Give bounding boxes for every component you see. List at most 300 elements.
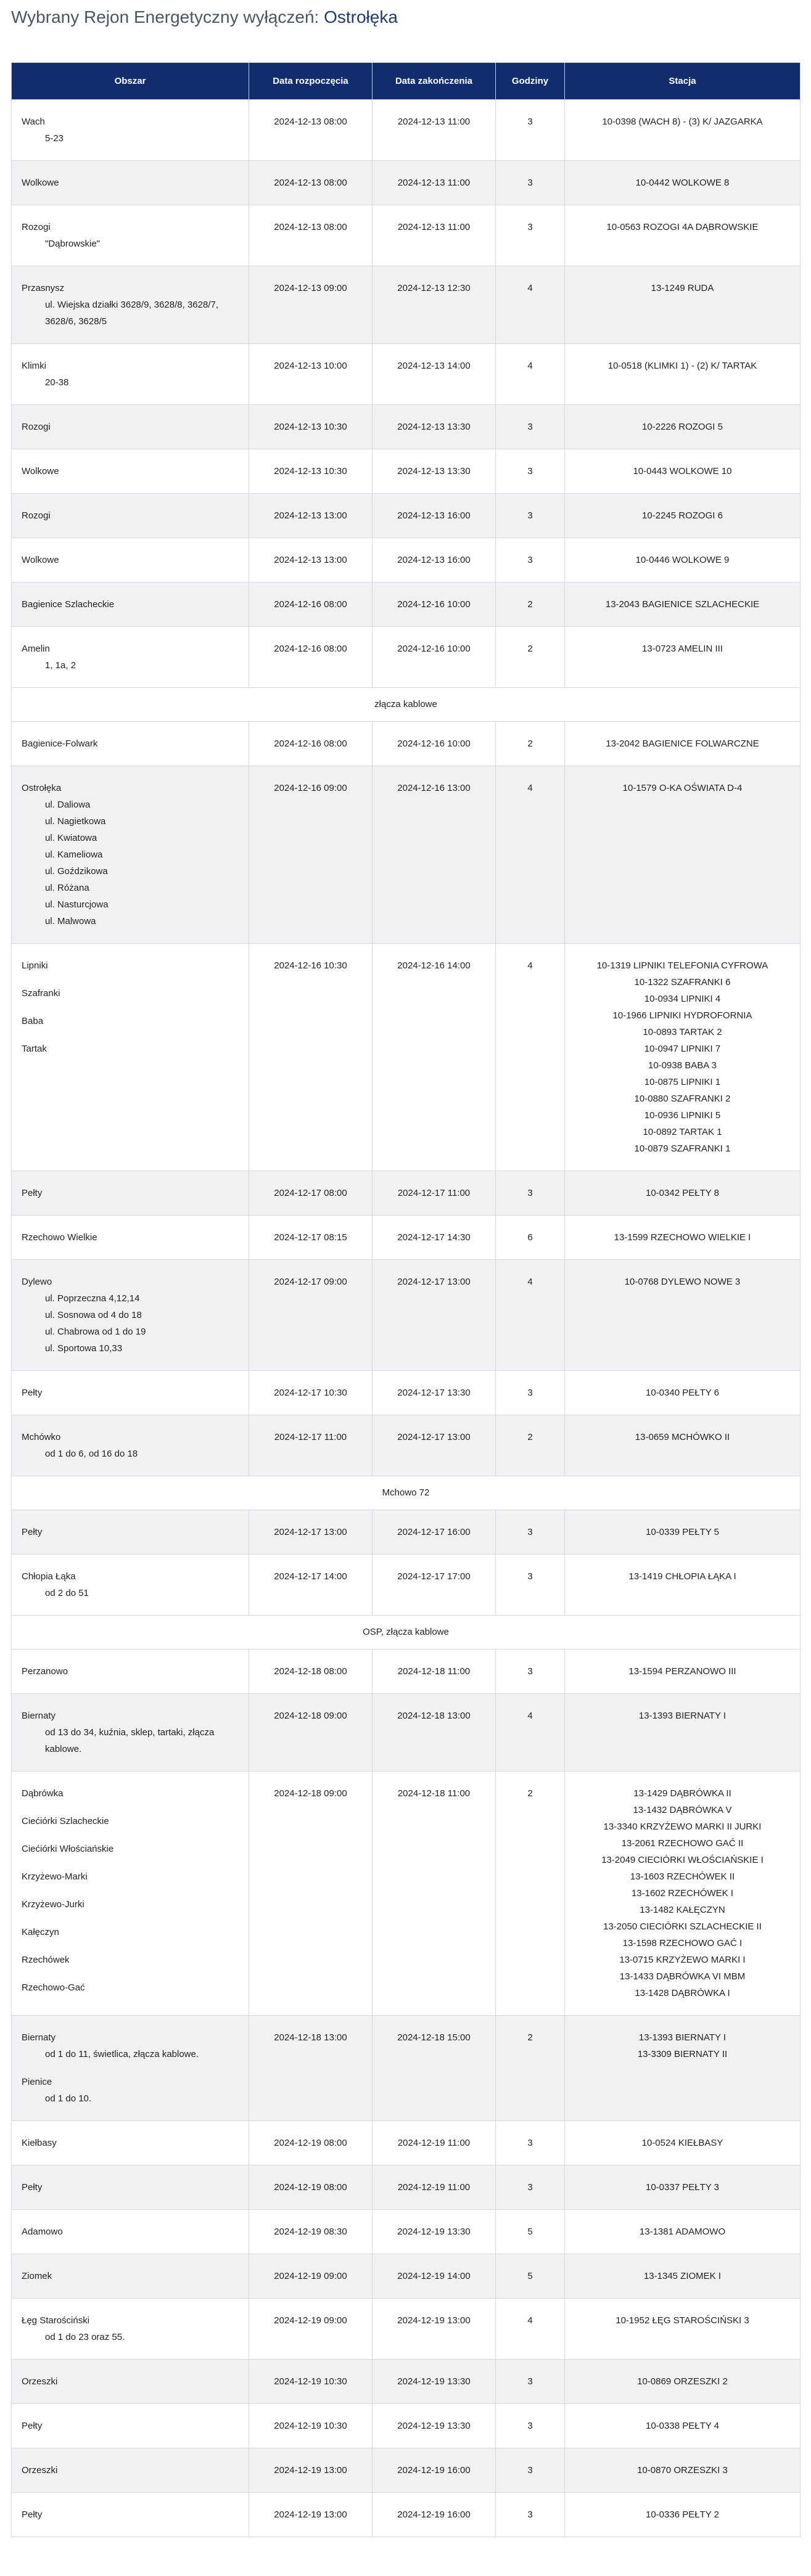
table-row [12, 1772, 801, 2016]
table-note-row [12, 1476, 801, 1510]
start-date-cell: 2024-12-19 08:00 [249, 2165, 373, 2210]
area-detail: ul. Chabrowa od 1 do 19 [45, 1327, 146, 1337]
area-detail: ul. Malwowa [45, 916, 96, 926]
table-row [12, 1371, 801, 1415]
area-detail: od 2 do 51 [45, 1588, 89, 1598]
station-entry: 10-1322 SZAFRANKI 6 [634, 977, 731, 987]
station-entry: 10-0892 TARTAK 1 [643, 1127, 722, 1137]
area-cell [12, 1650, 249, 1694]
hours-cell: 4 [496, 344, 565, 405]
area-cell [12, 627, 249, 688]
station-cell [565, 1371, 801, 1415]
table-row [12, 627, 801, 688]
hours-cell: 3 [496, 494, 565, 538]
area-name: Lipniki [22, 960, 48, 971]
station-entry: 10-0936 LIPNIKI 5 [644, 1110, 721, 1121]
station-entry: 13-1603 RZECHÓWEK II [630, 1871, 735, 1882]
end-date-cell: 2024-12-16 14:00 [373, 944, 496, 1171]
table-row [12, 944, 801, 1171]
station-entry: 13-0659 MCHÓWKO II [635, 1432, 730, 1442]
end-date-cell: 2024-12-19 13:30 [373, 2210, 496, 2254]
start-date-cell: 2024-12-16 09:00 [249, 766, 373, 944]
hours-cell: 2 [496, 1772, 565, 2016]
table-row [12, 1415, 801, 1476]
station-cell [565, 2165, 801, 2210]
end-date-cell: 2024-12-19 11:00 [373, 2165, 496, 2210]
hours-cell: 5 [496, 2210, 565, 2254]
area-detail: od 1 do 23 oraz 55. [45, 2332, 125, 2342]
area-cell [12, 1772, 249, 2016]
note-cell: Mchowo 72 [12, 1476, 801, 1510]
start-date-cell: 2024-12-16 08:00 [249, 722, 373, 766]
station-entry: 10-0938 BABA 3 [648, 1060, 717, 1071]
station-entry: 10-0342 PEŁTY 8 [646, 1188, 719, 1198]
start-date-cell: 2024-12-18 09:00 [249, 1694, 373, 1772]
station-entry: 13-1393 BIERNATY I [638, 1711, 727, 1721]
end-date-cell: 2024-12-13 13:30 [373, 405, 496, 449]
area-cell [12, 449, 249, 494]
start-date-cell: 2024-12-13 08:00 [249, 100, 373, 161]
start-date-cell: 2024-12-13 10:30 [249, 405, 373, 449]
table-row [12, 494, 801, 538]
station-cell [565, 449, 801, 494]
area-name: Łęg Starościński [22, 2315, 90, 2326]
station-entry: 13-2043 BAGIENICE SZLACHECKIE [605, 599, 760, 610]
start-date-cell: 2024-12-13 10:00 [249, 344, 373, 405]
station-entry: 13-1482 KAŁĘCZYN [640, 1905, 725, 1915]
table-row [12, 2121, 801, 2165]
start-date-cell: 2024-12-18 13:00 [249, 2016, 373, 2121]
area-name: Ciećiórki Włościańskie [22, 1844, 114, 1854]
start-date-cell: 2024-12-17 09:00 [249, 1260, 373, 1371]
page-title-prefix: Wybrany Rejon Energetyczny wyłączeń: [11, 7, 319, 27]
area-detail: ul. Daliowa [45, 799, 91, 810]
end-date-cell: 2024-12-13 16:00 [373, 538, 496, 583]
table-row [12, 2210, 801, 2254]
station-entry: 10-0934 LIPNIKI 4 [644, 994, 721, 1004]
station-entry: 10-0398 (WACH 8) - (3) K/ JAZGARKA [602, 117, 763, 127]
station-cell [565, 2016, 801, 2121]
hours-cell: 4 [496, 266, 565, 344]
station-entry: 13-1419 CHŁOPIA ŁĄKA I [628, 1571, 736, 1582]
end-date-cell: 2024-12-13 11:00 [373, 161, 496, 205]
table-row [12, 2404, 801, 2448]
area-detail: od 1 do 11, świetlica, złącza kablowe. [45, 2049, 199, 2059]
hours-cell: 4 [496, 944, 565, 1171]
end-date-cell: 2024-12-13 12:30 [373, 266, 496, 344]
hours-cell: 2 [496, 627, 565, 688]
column-header-station: Stacja [565, 63, 801, 100]
area-name: Biernaty [22, 2032, 56, 2043]
hours-cell: 2 [496, 722, 565, 766]
area-spacer [22, 1885, 239, 1896]
area-detail: ul. Nagietkowa [45, 816, 106, 827]
start-date-cell: 2024-12-19 09:00 [249, 2299, 373, 2360]
station-cell [565, 2210, 801, 2254]
station-entry: 13-1345 ZIOMEK I [643, 2271, 722, 2281]
station-entry: 10-1952 ŁĘG STAROŚCIŃSKI 3 [615, 2315, 749, 2326]
station-entry: 13-2050 CIECIÓRKI SZLACHECKIE II [603, 1921, 762, 1932]
hours-cell: 4 [496, 1694, 565, 1772]
area-cell [12, 1171, 249, 1216]
area-cell [12, 944, 249, 1171]
start-date-cell: 2024-12-17 11:00 [249, 1415, 373, 1476]
station-entry: 13-2042 BAGIENICE FOLWARCZNE [606, 738, 759, 749]
area-cell [12, 2493, 249, 2537]
station-entry: 13-1249 RUDA [651, 283, 714, 293]
hours-cell: 3 [496, 2121, 565, 2165]
station-entry: 13-1393 BIERNATY I [638, 2032, 727, 2043]
hours-cell: 3 [496, 1171, 565, 1216]
hours-cell: 3 [496, 1555, 565, 1616]
note-cell: OSP, złącza kablowe [12, 1616, 801, 1650]
station-cell [565, 1650, 801, 1694]
station-entry: 10-0442 WOLKOWE 8 [635, 178, 730, 188]
end-date-cell: 2024-12-19 16:00 [373, 2493, 496, 2537]
area-cell [12, 583, 249, 627]
area-name: Bagienice-Folwark [22, 738, 98, 749]
start-date-cell: 2024-12-16 08:00 [249, 627, 373, 688]
station-entry: 10-0338 PEŁTY 4 [646, 2421, 719, 2431]
end-date-cell: 2024-12-17 13:30 [373, 1371, 496, 1415]
area-spacer [22, 974, 239, 985]
station-cell [565, 2360, 801, 2404]
area-detail: ul. Różana [45, 883, 89, 893]
station-entry: 10-0337 PEŁTY 3 [646, 2182, 719, 2193]
table-row [12, 1216, 801, 1260]
station-cell [565, 1216, 801, 1260]
end-date-cell: 2024-12-13 11:00 [373, 205, 496, 266]
station-entry: 10-0340 PEŁTY 6 [646, 1388, 719, 1398]
end-date-cell: 2024-12-17 11:00 [373, 1171, 496, 1216]
station-entry: 10-0880 SZAFRANKI 2 [634, 1094, 731, 1104]
station-entry: 13-1602 RZECHÓWEK I [631, 1888, 734, 1899]
area-name: Rozogi [22, 222, 51, 232]
area-name: Tartak [22, 1044, 47, 1054]
hours-cell: 4 [496, 766, 565, 944]
area-name: Pełty [22, 2182, 43, 2193]
table-row [12, 2165, 801, 2210]
station-cell [565, 1772, 801, 2016]
station-cell [565, 1260, 801, 1371]
start-date-cell: 2024-12-19 10:30 [249, 2404, 373, 2448]
area-name: Krzyżewo-Jurki [22, 1899, 84, 1910]
end-date-cell: 2024-12-17 17:00 [373, 1555, 496, 1616]
area-spacer [22, 1802, 239, 1813]
area-detail: ul. Nasturcjowa [45, 899, 109, 910]
area-name: Orzeszki [22, 2376, 58, 2387]
area-cell [12, 2121, 249, 2165]
end-date-cell: 2024-12-16 10:00 [373, 722, 496, 766]
area-cell [12, 1216, 249, 1260]
area-name: Przasnysz [22, 283, 65, 293]
column-header-hours: Godziny [496, 63, 565, 100]
station-entry: 10-1966 LIPNIKI HYDROFORNIA [612, 1010, 752, 1021]
station-entry: 10-0768 DYLEWO NOWE 3 [624, 1277, 741, 1287]
end-date-cell: 2024-12-13 16:00 [373, 494, 496, 538]
hours-cell: 4 [496, 1260, 565, 1371]
area-name: Rzechowo Wielkie [22, 1232, 97, 1243]
area-detail: od 13 do 34, kuźnia, sklep, tartaki, złącza kablowe. [45, 1727, 215, 1754]
station-entry: 10-0443 WOLKOWE 10 [633, 466, 732, 476]
area-name: Rozogi [22, 422, 51, 432]
area-name: Biernaty [22, 1711, 56, 1721]
hours-cell: 3 [496, 205, 565, 266]
station-cell [565, 2254, 801, 2299]
area-name: Wolkowe [22, 178, 59, 188]
area-name: Chłopia Łąka [22, 1571, 76, 1582]
end-date-cell: 2024-12-17 14:30 [373, 1216, 496, 1260]
area-spacer [22, 1830, 239, 1841]
station-cell [565, 2448, 801, 2493]
station-entry: 13-1599 RZECHOWO WIELKIE I [614, 1232, 751, 1243]
area-name: Wolkowe [22, 555, 59, 565]
station-cell [565, 583, 801, 627]
area-name: Amelin [22, 644, 50, 654]
station-entry: 13-1598 RZECHOWO GAĆ I [622, 1938, 743, 1948]
station-entry: 13-2049 CIECIÓRKI WŁOŚCIAŃSKIE I [601, 1855, 764, 1865]
hours-cell: 3 [496, 405, 565, 449]
area-detail: ul. Sosnowa od 4 do 18 [45, 1310, 142, 1320]
station-cell [565, 161, 801, 205]
start-date-cell: 2024-12-13 09:00 [249, 266, 373, 344]
column-header-start: Data rozpoczęcia [249, 63, 373, 100]
area-cell [12, 2299, 249, 2360]
station-cell [565, 1694, 801, 1772]
area-name: Pełty [22, 2421, 43, 2431]
station-cell [565, 2404, 801, 2448]
hours-cell: 4 [496, 2299, 565, 2360]
start-date-cell: 2024-12-17 08:15 [249, 1216, 373, 1260]
station-entry: 10-0446 WOLKOWE 9 [635, 555, 730, 565]
area-name: Ostrołęka [22, 783, 62, 793]
area-spacer [22, 1002, 239, 1013]
end-date-cell: 2024-12-18 15:00 [373, 2016, 496, 2121]
hours-cell: 3 [496, 2448, 565, 2493]
area-cell [12, 2254, 249, 2299]
area-name: Dąbrówka [22, 1788, 64, 1799]
area-name: Baba [22, 1016, 44, 1026]
column-header-end: Data zakończenia [373, 63, 496, 100]
area-cell [12, 2404, 249, 2448]
end-date-cell: 2024-12-19 13:00 [373, 2299, 496, 2360]
station-cell [565, 944, 801, 1171]
table-row [12, 344, 801, 405]
table-row [12, 449, 801, 494]
area-name: Pełty [22, 2509, 43, 2520]
end-date-cell: 2024-12-17 16:00 [373, 1510, 496, 1555]
area-cell [12, 1510, 249, 1555]
area-name: Perzanowo [22, 1666, 68, 1677]
hours-cell: 2 [496, 1415, 565, 1476]
station-cell [565, 1555, 801, 1616]
area-detail: ul. Wiejska działki 3628/9, 3628/8, 3628/7, 3628/6, 3628/5 [45, 300, 219, 327]
station-entry: 13-0715 KRZYŻEWO MARKI I [619, 1955, 746, 1965]
area-cell [12, 1694, 249, 1772]
area-name: Wolkowe [22, 466, 59, 476]
area-cell [12, 538, 249, 583]
start-date-cell: 2024-12-13 10:30 [249, 449, 373, 494]
table-note-row [12, 1616, 801, 1650]
station-entry: 13-1428 DĄBRÓWKA I [635, 1988, 730, 1998]
station-entry: 13-2061 RZECHOWO GAĆ II [621, 1838, 744, 1849]
area-name: Rzechowo-Gać [22, 1982, 85, 1993]
start-date-cell: 2024-12-18 08:00 [249, 1650, 373, 1694]
station-entry: 13-1381 ADAMOWO [639, 2226, 726, 2237]
area-name: Pełty [22, 1388, 43, 1398]
table-row [12, 266, 801, 344]
area-cell [12, 266, 249, 344]
hours-cell: 3 [496, 1510, 565, 1555]
start-date-cell: 2024-12-13 13:00 [249, 494, 373, 538]
hours-cell: 3 [496, 1371, 565, 1415]
station-cell [565, 2493, 801, 2537]
area-cell [12, 2016, 249, 2121]
station-cell [565, 1510, 801, 1555]
station-entry: 10-0339 PEŁTY 5 [646, 1527, 719, 1537]
start-date-cell: 2024-12-13 08:00 [249, 205, 373, 266]
station-cell [565, 405, 801, 449]
table-row [12, 722, 801, 766]
station-entry: 10-0875 LIPNIKI 1 [644, 1077, 721, 1087]
start-date-cell: 2024-12-17 10:30 [249, 1371, 373, 1415]
station-entry: 10-2226 ROZOGI 5 [642, 422, 723, 432]
area-name: Klimki [22, 361, 46, 371]
area-cell [12, 1555, 249, 1616]
area-name: Dylewo [22, 1277, 52, 1287]
end-date-cell: 2024-12-17 13:00 [373, 1415, 496, 1476]
area-name: Rozogi [22, 510, 51, 521]
station-entry: 13-0723 AMELIN III [642, 644, 723, 654]
start-date-cell: 2024-12-19 13:00 [249, 2448, 373, 2493]
area-name: Pełty [22, 1527, 43, 1537]
station-cell [565, 627, 801, 688]
table-row [12, 100, 801, 161]
area-cell [12, 161, 249, 205]
station-cell [565, 722, 801, 766]
start-date-cell: 2024-12-13 13:00 [249, 538, 373, 583]
area-cell [12, 1415, 249, 1476]
table-row [12, 2254, 801, 2299]
end-date-cell: 2024-12-18 11:00 [373, 1650, 496, 1694]
table-row [12, 1555, 801, 1616]
hours-cell: 3 [496, 100, 565, 161]
table-header [12, 63, 801, 100]
end-date-cell: 2024-12-13 13:30 [373, 449, 496, 494]
start-date-cell: 2024-12-17 13:00 [249, 1510, 373, 1555]
table-row [12, 1510, 801, 1555]
table-row [12, 1694, 801, 1772]
end-date-cell: 2024-12-19 13:30 [373, 2360, 496, 2404]
station-cell [565, 2121, 801, 2165]
hours-cell: 6 [496, 1216, 565, 1260]
station-entry: 10-0524 KIEŁBASY [641, 2138, 723, 2148]
station-entry: 10-1579 O-KA OŚWIATA D-4 [622, 783, 743, 793]
table-note-row [12, 688, 801, 722]
area-name: Krzyżewo-Marki [22, 1871, 88, 1882]
station-entry: 10-0879 SZAFRANKI 1 [634, 1143, 731, 1154]
table-row [12, 205, 801, 266]
station-entry: 13-1429 DĄBRÓWKA II [633, 1788, 731, 1799]
end-date-cell: 2024-12-16 13:00 [373, 766, 496, 944]
area-name: Bagienice Szlacheckie [22, 599, 115, 610]
area-detail: od 1 do 10. [45, 2093, 92, 2104]
area-detail: od 1 do 6, od 16 do 18 [45, 1449, 138, 1459]
start-date-cell: 2024-12-19 08:30 [249, 2210, 373, 2254]
area-cell [12, 766, 249, 944]
hours-cell: 3 [496, 2493, 565, 2537]
area-name: Kałęczyn [22, 1927, 59, 1937]
area-detail: "Dąbrowskie" [45, 239, 101, 249]
area-detail: 20-38 [45, 377, 69, 388]
page-title-region: Ostrołęka [324, 7, 398, 27]
end-date-cell: 2024-12-17 13:00 [373, 1260, 496, 1371]
area-cell [12, 205, 249, 266]
area-spacer [22, 1940, 239, 1952]
area-detail: 5-23 [45, 133, 64, 144]
start-date-cell: 2024-12-16 10:30 [249, 944, 373, 1171]
area-spacer [22, 1029, 239, 1041]
station-cell [565, 2299, 801, 2360]
table-row [12, 1260, 801, 1371]
start-date-cell: 2024-12-17 08:00 [249, 1171, 373, 1216]
table-row [12, 405, 801, 449]
hours-cell: 2 [496, 583, 565, 627]
area-spacer [22, 1968, 239, 1979]
station-entry: 10-0870 ORZESZKI 3 [637, 2465, 728, 2476]
table-row [12, 766, 801, 944]
area-detail: ul. Poprzeczna 4,12,14 [45, 1293, 140, 1304]
table-row [12, 2360, 801, 2404]
station-entry: 10-0947 LIPNIKI 7 [644, 1044, 721, 1054]
table-row [12, 538, 801, 583]
area-name: Rzechówek [22, 1955, 70, 1965]
area-detail: 1, 1a, 2 [45, 660, 76, 671]
start-date-cell: 2024-12-13 08:00 [249, 161, 373, 205]
area-name: Szafranki [22, 988, 60, 999]
station-entry: 10-0336 PEŁTY 2 [646, 2509, 719, 2520]
station-entry: 10-0563 ROZOGI 4A DĄBROWSKIE [606, 222, 759, 232]
end-date-cell: 2024-12-19 16:00 [373, 2448, 496, 2493]
hours-cell: 3 [496, 538, 565, 583]
station-cell [565, 100, 801, 161]
area-cell [12, 2448, 249, 2493]
end-date-cell: 2024-12-19 11:00 [373, 2121, 496, 2165]
start-date-cell: 2024-12-19 08:00 [249, 2121, 373, 2165]
station-cell [565, 205, 801, 266]
table-body [12, 100, 801, 2537]
start-date-cell: 2024-12-19 10:30 [249, 2360, 373, 2404]
page-title [11, 6, 800, 28]
station-cell [565, 344, 801, 405]
area-name: Ziomek [22, 2271, 52, 2281]
end-date-cell: 2024-12-16 10:00 [373, 627, 496, 688]
hours-cell: 2 [496, 2016, 565, 2121]
hours-cell: 3 [496, 161, 565, 205]
table-row [12, 2493, 801, 2537]
hours-cell: 3 [496, 2165, 565, 2210]
start-date-cell: 2024-12-17 14:00 [249, 1555, 373, 1616]
area-name: Adamowo [22, 2226, 63, 2237]
end-date-cell: 2024-12-16 10:00 [373, 583, 496, 627]
start-date-cell: 2024-12-19 09:00 [249, 2254, 373, 2299]
table-row [12, 583, 801, 627]
end-date-cell: 2024-12-19 14:00 [373, 2254, 496, 2299]
station-cell [565, 1171, 801, 1216]
area-cell [12, 2165, 249, 2210]
station-entry: 10-2245 ROZOGI 6 [642, 510, 723, 521]
area-cell [12, 494, 249, 538]
